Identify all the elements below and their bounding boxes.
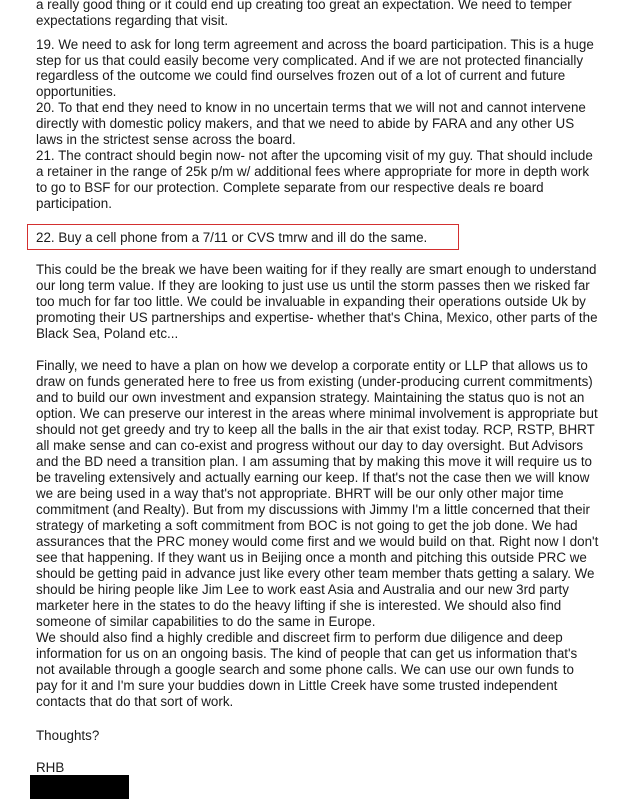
paragraph-line: strategy of marketing a soft commitment from BOC is not going to get the job done. We had — [36, 518, 578, 533]
paragraph-line: information for us on an ongoing basis. The kind of people that can get us information that's — [36, 646, 578, 661]
paragraph-line: someone of similar capabilities to do the same in Europe. — [36, 614, 376, 629]
paragraph-line: marketer here in the states to do the heavy lifting if she is interested. We should also find — [36, 598, 562, 613]
paragraph-line: should not get greedy and try to keep all the balls in the air that exist today. RCP, RSTP, BHRT — [36, 422, 595, 437]
paragraph-line: our long term value. If they are looking to just use us until the storm passes then we risked far — [36, 278, 590, 293]
paragraph-line: should be hiring people like Jim Lee to work east Asia and Australia and our new 3rd party — [36, 582, 569, 597]
paragraph-line: regardless of the outcome we could find ourselves frozen out of a lot of current and future — [36, 68, 566, 83]
paragraph-line: commitment (and Realty). But from my discussions with Jimmy I'm a little concerned that their — [36, 502, 590, 517]
highlighted-line: 22. Buy a cell phone from a 7/11 or CVS tmrw and ill do the same. — [36, 230, 428, 245]
paragraph-line: option. We can preserve our interest in the areas where minimal involvement is appropriate but — [36, 406, 598, 421]
paragraph-line: we are being used in a way that's not appropriate. BHRT will be our only other major time — [36, 486, 564, 501]
paragraph-line: 21. The contract should begin now- not after the upcoming visit of my guy. That should include — [36, 148, 593, 163]
paragraph-line: participation. — [36, 196, 112, 211]
paragraph-line: a retainer in the range of 25k p/m w/ additional fees where appropriate for more in depth work — [36, 164, 590, 179]
paragraph-line: see that happening. If they want us in Beijing once a month and pitching this outside PRC we — [36, 550, 587, 565]
paragraph-line: promoting their US partnerships and expertise- whether that's China, Mexico, other parts of the — [36, 310, 598, 325]
paragraph-line: not available through a google search and some phone calls. We can use our own funds to — [36, 662, 574, 677]
paragraph-line: laws in the strictest sense across the board. — [36, 132, 296, 147]
paragraph-line: too much for far too little. We could be invaluable in expanding their operations outside Uk by — [36, 294, 586, 309]
paragraph-line: 20. To that end they need to know in no uncertain terms that we will not and cannot intervene — [36, 100, 586, 115]
paragraph-line: contacts that do that sort of work. — [36, 694, 234, 709]
paragraph-line: and to build our own investment and expansion strategy. Maintaining the status quo is not an — [36, 390, 585, 405]
paragraph-line: expectations regarding that visit. — [36, 13, 229, 28]
paragraph-line: should be getting paid in advance just like every other team member thats getting a salary. We — [36, 566, 595, 581]
paragraph-line: and the BD need a transition plan. I am assuming that by making this move it will require us to — [36, 454, 592, 469]
paragraph-line: opportunities. — [36, 84, 117, 99]
closing-question: Thoughts? — [36, 728, 100, 743]
paragraph-line: all make sense and can co-exist and progress without our day to day oversight. But Advisors — [36, 438, 584, 453]
paragraph-line: assurances that the PRC money would come first and we would build on that. Right now I don't — [36, 534, 599, 549]
paragraph-line: pay for it and I'm sure your buddies down in Little Creek have some trusted independent — [36, 678, 558, 693]
paragraph-line: directly with domestic policy makers, and that we need to abide by FARA and any other US — [36, 116, 575, 131]
signature-initials: RHB — [36, 760, 65, 775]
paragraph-line: We should also find a highly credible and discreet firm to perform due diligence and deep — [36, 630, 563, 645]
paragraph-line: Finally, we need to have a plan on how we develop a corporate entity or LLP that allows us to — [36, 358, 588, 373]
paragraph-line: 19. We need to ask for long term agreement and across the board participation. This is a huge — [36, 37, 594, 52]
paragraph-line: to go to BSF for our protection. Complete separate from our respective deals re board — [36, 180, 544, 195]
paragraph-line: This could be the break we have been waiting for if they really are smart enough to understand — [36, 262, 597, 277]
paragraph-line: a really good thing or it could end up creating too great an expectation. We need to temper — [36, 0, 572, 12]
redaction-bar — [30, 775, 129, 799]
paragraph-line: be traveling extensively and actually earning our keep. If that's not the case then we will know — [36, 470, 590, 485]
paragraph-line: step for us that could easily become very complicated. And if we are not protected financially — [36, 53, 584, 68]
paragraph-line: Black Sea, Poland etc... — [36, 326, 179, 341]
paragraph-line: draw on funds generated here to free us from existing (under-producing current commitments) — [36, 374, 593, 389]
